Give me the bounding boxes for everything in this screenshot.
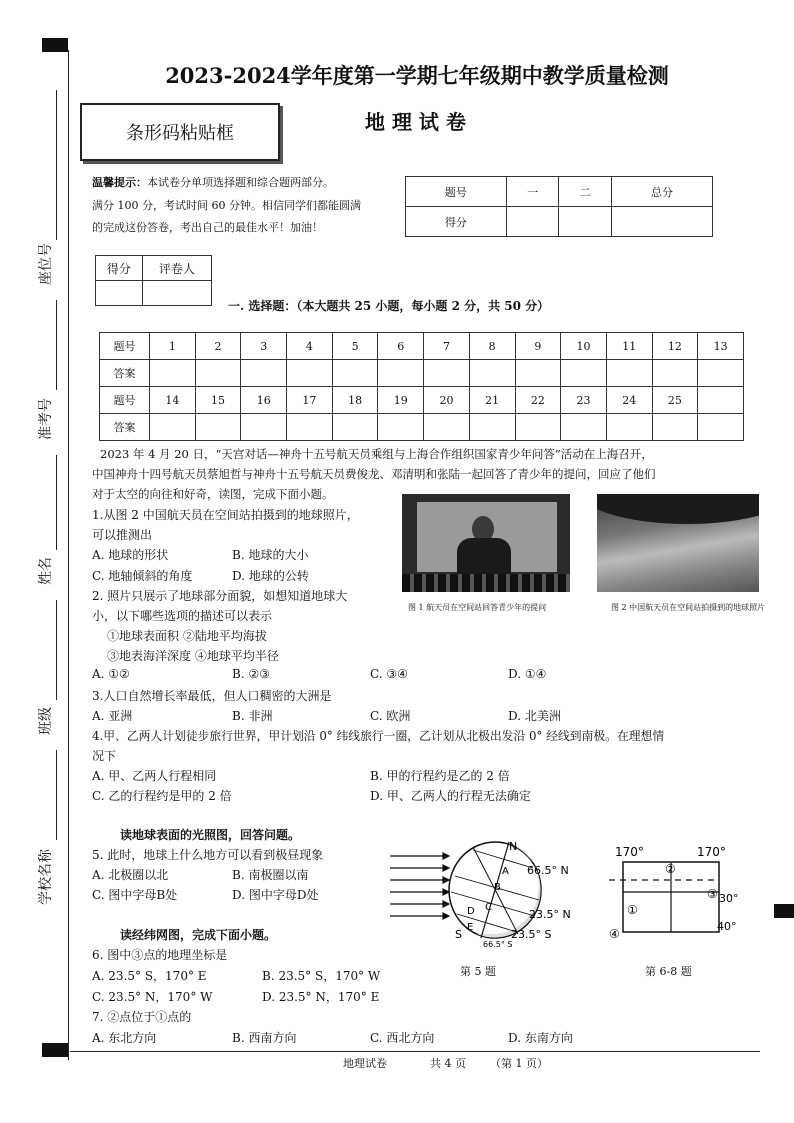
label-lon-right: 170° <box>697 845 726 859</box>
grader-reviewer-cell[interactable] <box>142 281 211 306</box>
q2-option-d: D. ①④ <box>508 667 547 681</box>
exam-title: 2023-2024学年度第一学期七年级期中教学质量检测 <box>165 63 669 88</box>
figure2-earth-photo <box>597 494 759 592</box>
tips-line2: 满分 100 分，考试时间 60 分钟。相信同学们都能圆满 <box>92 199 361 212</box>
question-number: 25 <box>652 387 698 414</box>
footer-rule <box>70 1051 760 1052</box>
side-school-label: 学校名称 <box>38 849 54 905</box>
intro-line2: 中国神舟十四号航天员蔡旭哲与神舟十五号航天员费俊龙、邓清明和张陆一起回答了青少年的提问，回应了他们 <box>92 467 656 481</box>
label-point-c: C <box>485 902 492 913</box>
side-name-label: 姓名 <box>38 557 54 585</box>
q1-stem1: 1.从图 2 中国航天员在空间站拍摄到的地球照片， <box>92 508 359 522</box>
q6-option-c: C. 23.5° N，170° W <box>92 990 213 1004</box>
question-number: 21 <box>469 387 515 414</box>
score-header-2: 二 <box>559 177 612 207</box>
question-number: 22 <box>515 387 561 414</box>
q4-option-c: C. 乙的行程约是甲的 2 倍 <box>92 789 232 803</box>
question-number: 23 <box>561 387 607 414</box>
question-number: 13 <box>698 333 744 360</box>
answer-cell[interactable] <box>469 414 515 441</box>
question-number: 5 <box>332 333 378 360</box>
q5-option-b: B. 南极圈以南 <box>232 868 309 882</box>
audience <box>402 574 570 592</box>
answer-ans-label: 答案 <box>100 360 150 387</box>
footer-total: 共 4 页 <box>430 1057 466 1070</box>
binding-line <box>68 50 69 1060</box>
q2-option-c: C. ③④ <box>370 667 408 681</box>
question-number: 4 <box>287 333 333 360</box>
q7-option-a: A. 东北方向 <box>92 1031 157 1045</box>
barcode-box <box>80 103 280 161</box>
q2-choices1: ①地球表面积 ②陆地平均海拔 <box>107 629 267 643</box>
earth-horizon <box>597 494 759 524</box>
q1-option-d: D. 地球的公转 <box>232 569 309 583</box>
tips-label: 温馨提示： <box>92 176 147 189</box>
answer-cell[interactable] <box>195 360 241 387</box>
question-number: 8 <box>469 333 515 360</box>
question-number <box>698 387 744 414</box>
score-header-num: 题号 <box>406 177 507 207</box>
label-point-d: D <box>467 906 475 917</box>
section1-title: 一. 选择题：（本大题共 25 小题，每小题 2 分，共 50 分） <box>228 299 550 313</box>
label-lat-66s: 66.5° S <box>483 940 513 949</box>
point-1: ① <box>627 903 638 917</box>
side-mark-right <box>774 904 794 918</box>
diagram5-caption: 第 5 题 <box>460 965 496 978</box>
answer-num-label: 题号 <box>100 333 150 360</box>
q4-option-a: A. 甲、乙两人行程相同 <box>92 769 217 783</box>
tips-line3: 的完成这份答卷，考出自己的最佳水平！加油！ <box>92 221 323 234</box>
side-class-underline <box>56 600 57 700</box>
score-cell[interactable] <box>559 207 612 237</box>
answer-cell[interactable] <box>515 360 561 387</box>
answer-cell[interactable] <box>332 360 378 387</box>
q6-option-a: A. 23.5° S，170° E <box>92 969 207 983</box>
question-number: 6 <box>378 333 424 360</box>
q2-choices2: ③地表海洋深度 ④地球平均半径 <box>107 649 279 663</box>
q5-option-d: D. 图中字母D处 <box>232 888 319 902</box>
label-lat-23n: 23.5° N <box>529 908 571 921</box>
question-number: 1 <box>150 333 196 360</box>
q2-option-a: A. ①② <box>92 667 130 681</box>
figure1-astronaut-photo <box>402 494 570 592</box>
label-lat-66n: 66.5° N <box>527 864 569 877</box>
grader-score-cell[interactable] <box>96 281 143 306</box>
side-seat-underline <box>56 90 57 240</box>
read-instruction-2: 读经纬网图，完成下面小题。 <box>120 928 277 942</box>
q2-stem2: 小，以下哪些选项的描述可以表示 <box>92 609 273 623</box>
corner-mark-bottom <box>42 1043 68 1057</box>
q1-stem2: 可以推测出 <box>92 528 153 542</box>
tips-line1 <box>92 174 334 190</box>
question-number: 14 <box>150 387 196 414</box>
q4-stem2: 况下 <box>92 749 117 763</box>
astronaut-body <box>457 538 511 574</box>
question-number: 24 <box>606 387 652 414</box>
q3-option-d: D. 北美洲 <box>508 709 561 723</box>
q4-stem1: 4.甲、乙两人计划徒步旅行世界，甲计划沿 0° 纬线旅行一圈，乙计划从北极出发沿 0° 经线到南极。在理想情 <box>92 729 665 743</box>
answer-cell[interactable] <box>378 360 424 387</box>
read-instruction-1: 读地球表面的光照图，回答问题。 <box>120 828 301 842</box>
point-2: ② <box>665 862 676 876</box>
answer-cell[interactable] <box>424 360 470 387</box>
answer-cell[interactable] <box>332 414 378 441</box>
grader-table <box>95 255 212 306</box>
answer-cell[interactable] <box>652 414 698 441</box>
illumination-diagram <box>385 838 585 950</box>
answer-cell[interactable] <box>652 360 698 387</box>
point-4: ④ <box>609 927 620 941</box>
answer-cell[interactable] <box>606 414 652 441</box>
q7-option-d: D. 东南方向 <box>508 1031 573 1045</box>
answer-cell[interactable] <box>150 414 196 441</box>
grader-score-label: 得分 <box>96 256 143 281</box>
question-number: 12 <box>652 333 698 360</box>
intro-line3: 对于太空的向往和好奇，读图，完成下面小题。 <box>92 487 334 501</box>
intro-line1: 2023 年 4 月 20 日，“天宫对话—神舟十五号航天员乘组与上海合作组织国家青少年问答”活动在上海召开， <box>100 447 653 461</box>
answer-cell[interactable] <box>606 360 652 387</box>
corner-mark-top <box>42 38 68 52</box>
q3-stem: 3.人口自然增长率最低，但人口稠密的大洲是 <box>92 689 332 703</box>
label-point-e: E <box>467 922 474 933</box>
score-cell[interactable] <box>506 207 559 237</box>
answer-cell[interactable] <box>469 360 515 387</box>
side-exam-underline <box>56 300 57 390</box>
point-3: ③ <box>707 887 718 901</box>
answer-cell[interactable] <box>195 414 241 441</box>
q4-option-b: B. 甲的行程约是乙的 2 倍 <box>370 769 510 783</box>
question-number: 19 <box>378 387 424 414</box>
question-number: 11 <box>606 333 652 360</box>
tips-text1: 本试卷分单项选择题和综合题两部分。 <box>147 176 334 189</box>
label-lat-30: 30° <box>719 892 739 905</box>
q6-option-b: B. 23.5° S，170° W <box>262 969 381 983</box>
q1-option-c: C. 地轴倾斜的角度 <box>92 569 193 583</box>
q2-stem1: 2. 照片只展示了地球部分面貌，如想知道地球大 <box>92 589 348 603</box>
label-point-b: B <box>494 882 501 893</box>
footer-subject: 地理试卷 <box>343 1057 387 1070</box>
answer-ans-label: 答案 <box>100 414 150 441</box>
score-header-1: 一 <box>506 177 559 207</box>
question-number: 10 <box>561 333 607 360</box>
label-n: N <box>509 840 518 853</box>
label-lat-23s: 23.5° S <box>511 928 552 941</box>
q5-option-c: C. 图中字母B处 <box>92 888 178 902</box>
label-point-a: A <box>502 866 509 877</box>
footer-page: （第 1 页） <box>490 1057 548 1070</box>
q4-option-d: D. 甲、乙两人的行程无法确定 <box>370 789 531 803</box>
q1-option-a: A. 地球的形状 <box>92 548 169 562</box>
label-lat-40: 40° <box>717 920 737 933</box>
score-row-label: 得分 <box>406 207 507 237</box>
answer-cell[interactable] <box>287 414 333 441</box>
question-number: 7 <box>424 333 470 360</box>
answer-cell[interactable] <box>561 414 607 441</box>
answer-cell[interactable] <box>241 360 287 387</box>
q2-option-b: B. ②③ <box>232 667 270 681</box>
answer-cell[interactable] <box>287 360 333 387</box>
score-table <box>405 176 713 237</box>
answer-grid <box>99 332 744 441</box>
answer-cell[interactable] <box>424 414 470 441</box>
side-exam-no-label: 准考号 <box>38 398 54 440</box>
question-number: 18 <box>332 387 378 414</box>
answer-cell[interactable] <box>698 414 744 441</box>
question-number: 15 <box>195 387 241 414</box>
answer-cell[interactable] <box>698 360 744 387</box>
diagram68-caption: 第 6-8 题 <box>645 965 692 978</box>
q6-option-d: D. 23.5° N，170° E <box>262 990 380 1004</box>
question-number: 2 <box>195 333 241 360</box>
score-cell[interactable] <box>612 207 713 237</box>
q1-option-b: B. 地球的大小 <box>232 548 309 562</box>
answer-num-label: 题号 <box>100 387 150 414</box>
sunlight-arrows <box>390 853 449 919</box>
answer-cell[interactable] <box>241 414 287 441</box>
figure1-caption: 图 1 航天员在空间站回答青少年的提问 <box>408 603 547 612</box>
question-number: 3 <box>241 333 287 360</box>
figure2-caption: 图 2 中国航天员在空间站拍摄到的地球照片 <box>611 603 766 612</box>
q6-stem: 6. 图中③点的地理坐标是 <box>92 948 228 962</box>
question-number: 9 <box>515 333 561 360</box>
q5-stem: 5. 此时，地球上什么地方可以看到极昼现象 <box>92 848 324 862</box>
label-lon-left: 170° <box>615 845 644 859</box>
q7-option-b: B. 西南方向 <box>232 1031 297 1045</box>
q7-option-c: C. 西北方向 <box>370 1031 435 1045</box>
exam-subtitle: 地 理 试 卷 <box>365 110 466 134</box>
question-number: 20 <box>424 387 470 414</box>
q5-option-a: A. 北极圈以北 <box>92 868 169 882</box>
label-s: S <box>455 928 462 941</box>
answer-cell[interactable] <box>378 414 424 441</box>
answer-cell[interactable] <box>515 414 561 441</box>
question-number: 16 <box>241 387 287 414</box>
side-school-underline <box>56 750 57 840</box>
q3-option-c: C. 欧洲 <box>370 709 411 723</box>
score-header-total: 总分 <box>612 177 713 207</box>
q7-stem: 7. ②点位于①点的 <box>92 1010 192 1024</box>
answer-cell[interactable] <box>561 360 607 387</box>
side-class-label: 班级 <box>38 707 54 735</box>
grader-reviewer-label: 评卷人 <box>142 256 211 281</box>
answer-cell[interactable] <box>150 360 196 387</box>
q3-option-a: A. 亚洲 <box>92 709 133 723</box>
q3-option-b: B. 非洲 <box>232 709 273 723</box>
question-number: 17 <box>287 387 333 414</box>
side-name-underline <box>56 455 57 550</box>
side-seat-label: 座位号 <box>38 243 54 285</box>
lat-lon-grid-diagram <box>605 840 755 950</box>
barcode-label: 条形码粘贴框 <box>126 123 234 144</box>
